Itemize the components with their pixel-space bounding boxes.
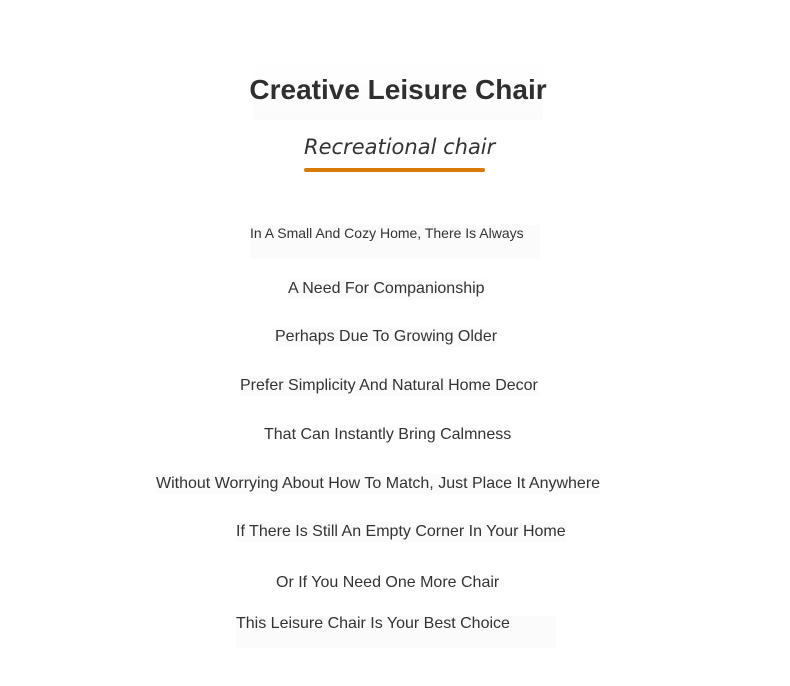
text-line-9: This Leisure Chair Is Your Best Choice [236,616,556,648]
text-line-7: If There Is Still An Empty Corner In Your Home [236,523,566,540]
text-line-6: Without Worrying About How To Match, Just Place It Anywhere [156,475,601,492]
text-line-8: Or If You Need One More Chair [276,574,500,591]
title-block [249,60,547,120]
page-title: Creative Leisure Chair [249,74,547,105]
subtitle-underline [304,168,485,172]
text-line-4: Prefer Simplicity And Natural Home Decor [240,377,538,394]
text-line-2: A Need For Companionship [288,280,485,297]
text-line-1: In A Small And Cozy Home, There Is Always [250,225,540,259]
text-line-5: That Can Instantly Bring Calmness [264,426,512,443]
text-line-3: Perhaps Due To Growing Older [275,328,498,345]
page-subtitle: Recreational chair [304,135,496,159]
